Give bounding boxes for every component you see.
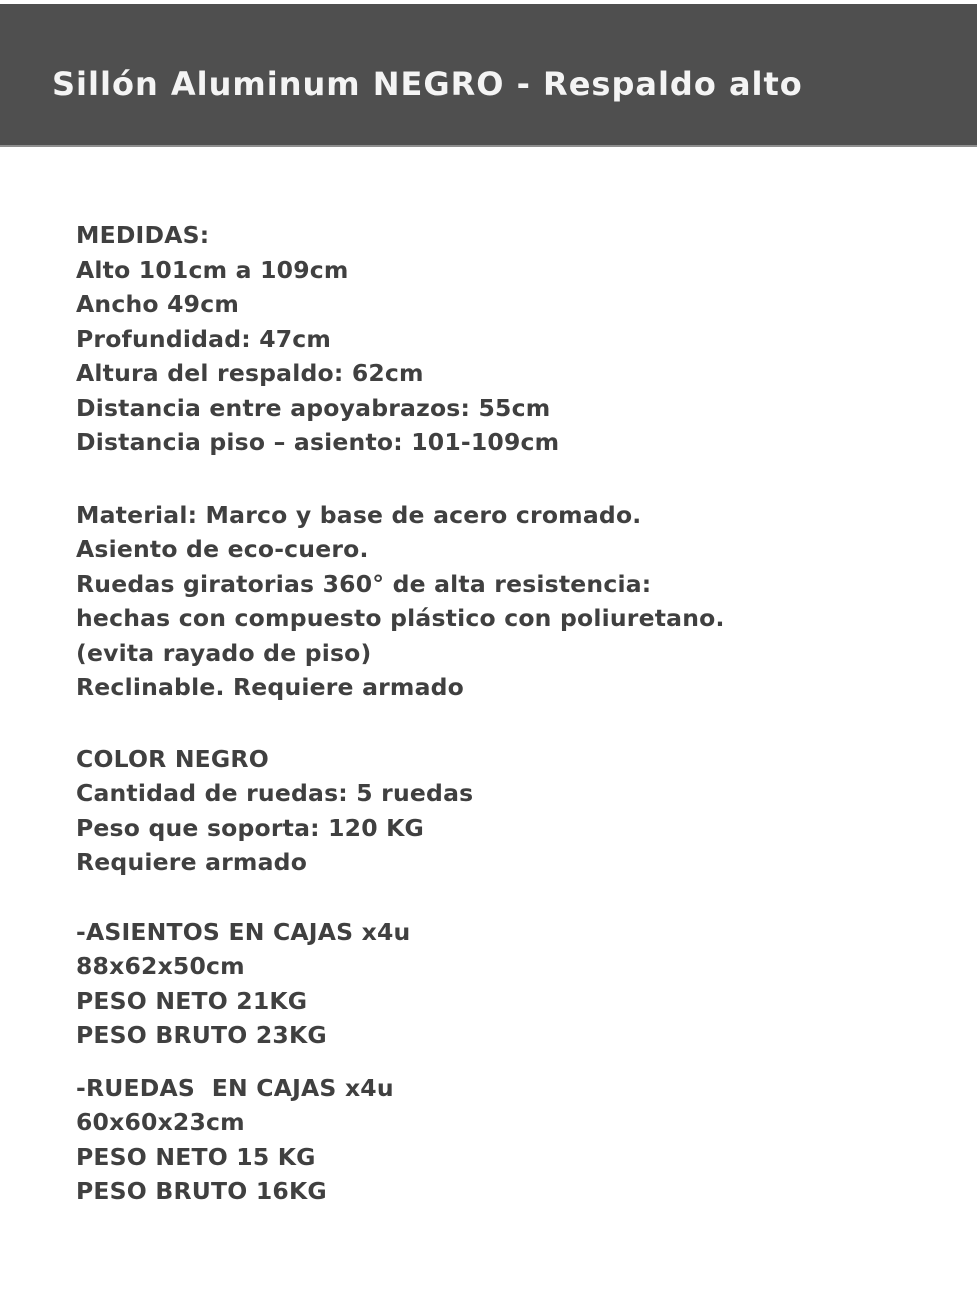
spec-line: (evita rayado de piso) [76,638,372,667]
spec-line: Distancia piso – asiento: 101-109cm [76,428,560,456]
seats-box-section [76,915,725,1053]
spec-line: Alto 101cm a 109cm [76,255,349,284]
spec-line: Peso que soporta: 120 KG [76,813,425,842]
spec-line: Asiento de eco-cuero. [76,535,369,563]
spec-line: Distancia entre apoyabrazos: 55cm [76,393,551,422]
spec-line: Profundidad: 47cm [76,324,332,353]
measurements-section [76,218,725,460]
spec-line: Cantidad de ruedas: 5 ruedas [76,779,474,807]
spec-line: hechas con compuesto plástico con poliuretano. [76,604,725,632]
material-section [76,498,725,705]
measurements-heading: MEDIDAS: [76,221,210,249]
spec-line: PESO NETO 15 KG [76,1142,316,1171]
spec-line: PESO BRUTO 23KG [76,1021,327,1049]
spec-line: PESO BRUTO 16KG [76,1177,327,1205]
spec-line: Ancho 49cm [76,290,240,318]
spec-line: Requiere armado [76,848,308,876]
color-section [76,742,725,880]
spec-line: 60x60x23cm [76,1108,245,1136]
spec-line: Material: Marco y base de acero cromado. [76,500,642,529]
spec-line: PESO NETO 21KG [76,986,308,1015]
spec-line: Reclinable. Requiere armado [76,673,465,701]
spec-line: Ruedas giratorias 360° de alta resistencia: [76,569,652,598]
color-heading: COLOR NEGRO [76,744,269,773]
spec-line: Altura del respaldo: 62cm [76,359,424,387]
wheels-box-heading: -RUEDAS EN CAJAS x4u [76,1073,394,1102]
wheels-box-section [76,1071,725,1209]
seats-box-heading: -ASIENTOS EN CAJAS x4u [76,917,411,946]
page-title: Sillón Aluminum NEGRO - Respaldo alto [52,65,803,103]
spec-content [76,218,725,1209]
header-bar [0,4,977,147]
spec-line: 88x62x50cm [76,952,245,980]
